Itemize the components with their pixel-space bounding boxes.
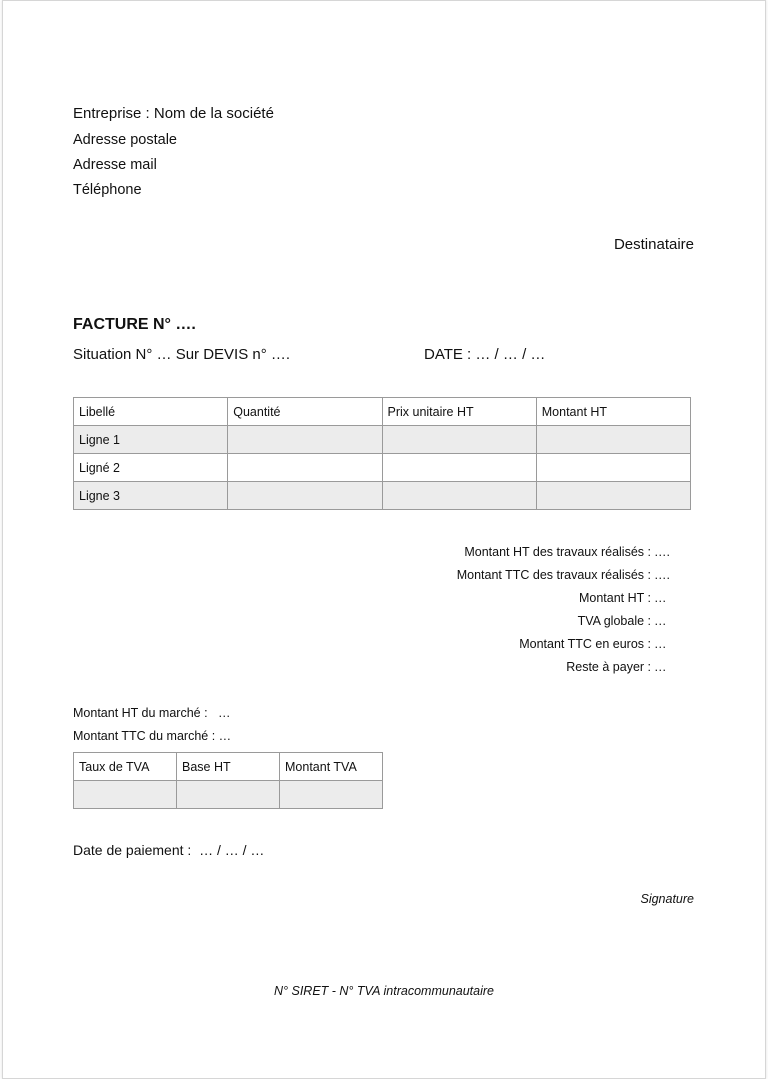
table-cell xyxy=(177,781,280,809)
table-cell xyxy=(382,426,536,454)
table-cell xyxy=(536,454,690,482)
company-email: Adresse mail xyxy=(73,157,157,173)
total-row xyxy=(457,589,694,612)
signature-label: Signature xyxy=(640,892,694,906)
total-label: Montant HT des travaux réalisés : xyxy=(464,545,651,559)
table-cell: Ligné 2 xyxy=(74,454,228,482)
table-cell: Ligne 3 xyxy=(74,482,228,510)
market-ht: Montant HT du marché : … xyxy=(73,706,231,720)
items-table-header xyxy=(74,398,691,426)
header-cell: Libellé xyxy=(74,398,228,426)
header-cell: Prix unitaire HT xyxy=(382,398,536,426)
company-name: Entreprise : Nom de la société xyxy=(73,105,274,122)
table-cell: Ligne 1 xyxy=(74,426,228,454)
total-value: … xyxy=(654,637,667,651)
total-label: Montant TTC en euros : xyxy=(519,637,651,651)
total-value: … xyxy=(654,660,667,674)
total-label: Reste à payer : xyxy=(566,660,651,674)
total-label: Montant TTC des travaux réalisés : xyxy=(456,568,651,582)
table-cell xyxy=(280,781,383,809)
table-row xyxy=(74,482,691,510)
total-row xyxy=(457,635,694,658)
footer-siret: N° SIRET - N° TVA intracommunautaire xyxy=(273,984,494,998)
total-label: Montant HT : xyxy=(578,591,651,605)
invoice-date: DATE : … / … / … xyxy=(424,346,546,363)
total-row xyxy=(457,543,694,566)
situation-line: Situation N° … Sur DEVIS n° …. xyxy=(73,346,291,363)
total-value: … xyxy=(654,614,667,628)
items-table xyxy=(73,397,691,510)
vat-table-header xyxy=(74,753,383,781)
header-cell: Montant TVA xyxy=(280,753,383,781)
total-value: …. xyxy=(654,545,670,559)
total-value: … xyxy=(654,591,667,605)
market-ttc: Montant TTC du marché : … xyxy=(73,729,232,743)
recipient: Destinataire xyxy=(613,236,694,253)
totals-block xyxy=(457,543,694,681)
payment-date: Date de paiement : … / … / … xyxy=(73,842,265,858)
total-label: TVA globale : xyxy=(577,614,651,628)
company-address: Adresse postale xyxy=(73,132,177,148)
table-cell xyxy=(536,426,690,454)
table-cell xyxy=(382,482,536,510)
table-row xyxy=(74,426,691,454)
table-row xyxy=(74,781,383,809)
header-cell: Base HT xyxy=(177,753,280,781)
table-row xyxy=(74,454,691,482)
table-cell xyxy=(228,426,382,454)
table-cell xyxy=(228,482,382,510)
table-cell xyxy=(382,454,536,482)
table-cell xyxy=(74,781,177,809)
header-cell: Quantité xyxy=(228,398,382,426)
table-cell xyxy=(536,482,690,510)
total-row xyxy=(457,566,694,589)
total-row xyxy=(457,658,694,681)
vat-table xyxy=(73,752,383,809)
company-phone: Téléphone xyxy=(73,182,142,198)
table-cell xyxy=(228,454,382,482)
header-cell: Montant HT xyxy=(536,398,690,426)
invoice-title: FACTURE N° …. xyxy=(73,316,196,333)
total-row xyxy=(457,612,694,635)
header-cell: Taux de TVA xyxy=(74,753,177,781)
total-value: …. xyxy=(654,568,670,582)
